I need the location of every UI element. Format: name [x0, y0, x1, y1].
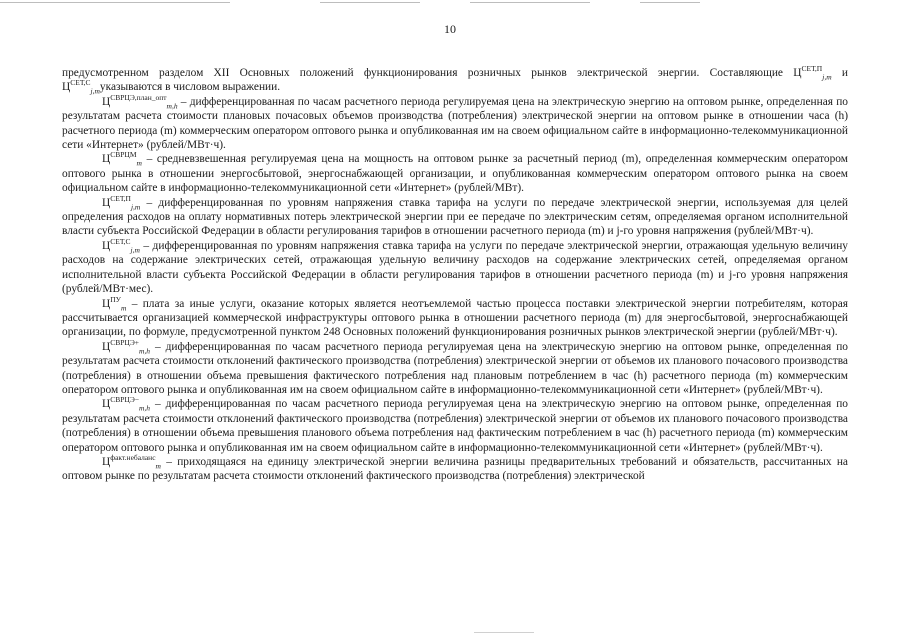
definition-text: – дифференцированная по уровням напряжения ставка тарифа на услуги по передаче электрической энергии, отражающая удельную величину расходов на содержание электрических сетей, отражающая удельную величину расходов на содержание электрических сетей, определяемая органом исполнительной власти субъекта Российской Федерации в области регулирования тарифов в отношении расчетного периода (m) и j-го уровня напряжения (рублей/МВт·мес).: [62, 239, 848, 296]
definition-paragraph: [62, 397, 848, 455]
definition-paragraph: [62, 455, 848, 484]
definition-symbol: $Ц^{СВРЦМ}_m$: [102, 150, 142, 168]
definition-paragraph: [62, 193, 848, 239]
conjunction: и: [841, 67, 848, 79]
definition-paragraph: [62, 239, 848, 297]
definition-symbol: $Ц^{СЕТ,С}_{j,m}$: [102, 237, 140, 255]
definition-paragraph: [62, 95, 848, 153]
top-rule: [320, 2, 420, 3]
document-body: [62, 66, 848, 484]
definition-symbol: $Ц^{ПУ}_m$: [102, 294, 127, 312]
definition-text: – приходящаяся на единицу электрической энергии величина разницы предварительных требований и обязательств, рассчитанных на оптовом рынке по результатам расчета стоимости отклонений фактического производства (потребления) электрической: [62, 455, 848, 483]
definition-symbol: $Ц^{факт.небаланс}_m$: [102, 453, 161, 471]
definition-symbol: $Ц^{СВРЦЭ-}_{m,h}$: [102, 395, 151, 413]
symbol-tset-s: $Ц^{СЕТ,С}_{j,m}$: [62, 78, 100, 96]
definition-symbol: $Ц^{СЕТ,П}_{j,m}$: [102, 193, 141, 211]
definition-text: – дифференцированная по часам расчетного периода регулируемая цена на электрическую энергию на оптовом рынке, определенная по результатам расчета стоимости плановых почасовых объемов производства (потребления) электрической энергии на оптовом рынке в отношении часа (h) расчетного периода (m) коммерческим оператором оптового рынка и опубликованная им на своем официальном сайте в информационно-телекоммуникационной сети «Интернет» (рублей/МВт·ч).: [62, 95, 848, 152]
definition-text: – дифференцированная по часам расчетного периода регулируемая цена на электрическую энергию на оптовом рынке, определенная по результатам расчета стоимости отклонений фактического производства (потребления) электрической энергии от объемов их планового почасового производства (потребления) в отношении объема превышения планового объема потребления над фактическим потреблением в час (h) расчетного периода (m) коммерческим оператором оптового рынка и опубликованная им на своем официальном сайте в информационно-телекоммуникационной сети «Интернет» (рублей/МВт·ч).: [62, 398, 848, 454]
page-number: 10: [444, 22, 456, 36]
continuation-text: указываются в числовом выражении.: [99, 81, 281, 94]
symbol-tset-p: $Ц^{СЕТ,П}_{j,m}$: [793, 64, 832, 82]
definition-paragraph: [62, 152, 848, 195]
definition-paragraph: [62, 337, 848, 398]
definition-text: – средневзвешенная регулируемая цена на мощность на оптовом рынке за расчетный период (m), определенная коммерческим оператором оптового рынка в отношении энергосбытовой, энергоснабжающей организации, и опубликованная коммерческим оператором оптового рынка на своем официальном сайте в информационно-телекоммуникационной сети «Интернет» (рублей/МВт).: [62, 153, 848, 195]
definition-text: – плата за иные услуги, оказание которых является неотъемлемой частью процесса поставки электрической энергии потребителям, которая рассчитывается организацией коммерческой инфраструктуры оптового рынка в отношении расчетного периода (m) для энергосбытовой, энергоснабжающей организации, по формуле, предусмотренной пунктом 248 Основных положений функционирования розничных рынков электрической энергии (рублей/МВт·ч).: [62, 297, 848, 339]
continuation-text: предусмотренном разделом XII Основных положений функционирования розничных рынков электрической энергии. Составляющие: [62, 67, 783, 79]
definition-symbol: $Ц^{СВРЦЭ,план\_опт}_{m,h}$: [102, 93, 178, 111]
definition-text: – дифференцированная по уровням напряжения ставка тарифа на услуги по передаче электрической энергии, используемая для целей определения расходов на оплату нормативных потерь электрической энергии при ее передаче по электрическим сетям, определяемая органом исполнительной власти субъекта Российской Федерации в области регулирования тарифов в отношении расчетного периода (m) и j-го уровня напряжения (рублей/МВт·ч).: [62, 196, 848, 238]
top-rule: [0, 2, 230, 3]
scan-artifact: [474, 632, 534, 633]
definition-paragraph: [62, 294, 848, 340]
top-rule: [640, 2, 700, 3]
definition-text: – дифференцированная по часам расчетного периода регулируемая цена на электрическую энергию на оптовом рынке, определенная по результатам расчета стоимости отклонений фактического производства (потребления) электрической энергии от объемов их планового почасового производства (потребления) в отношении объема превышения фактического потребления над плановым потреблением в час (h) расчетного периода (m) коммерческим оператором оптового рынка и опубликованная им на своем официальном сайте в информационно-телекоммуникационной сети «Интернет» (рублей/МВт·ч).: [62, 340, 848, 396]
top-rule: [470, 2, 590, 3]
definition-symbol: $Ц^{СВРЦЭ+}_{m,h}$: [102, 337, 151, 355]
continuation-paragraph: [62, 66, 848, 95]
